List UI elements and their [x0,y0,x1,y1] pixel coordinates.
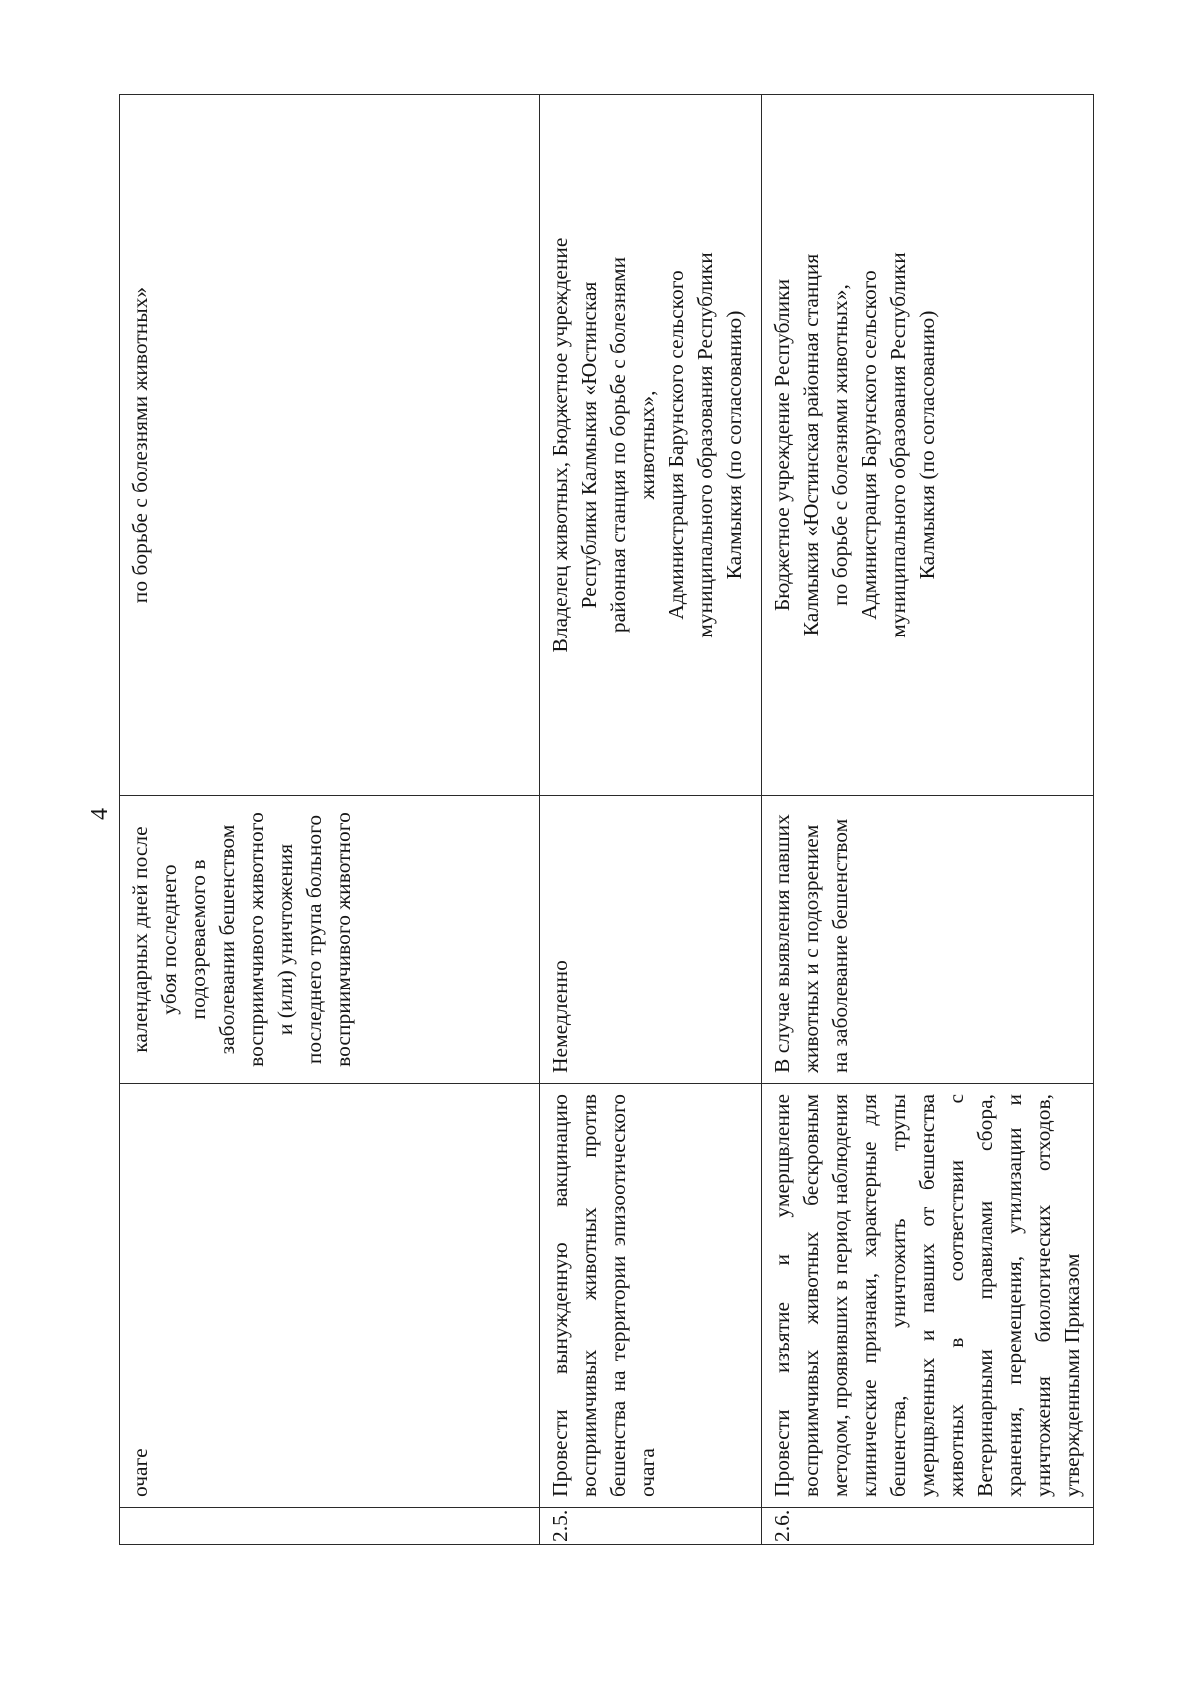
responsible-line: Администрация Барунского сельского [857,270,881,620]
table-row [762,95,1094,1545]
rotated-table-container [119,95,1084,1545]
responsible-line: Республики Калмыкия «Юстинская [577,281,601,609]
responsible-cell [120,95,540,796]
responsible-cell [762,95,1094,796]
responsible-line: животных», [635,390,659,500]
responsible-line: Бюджетное учреждение Республики [770,278,794,612]
responsible-line: муниципального образования Республики [886,252,910,638]
row-number-cell [120,1508,540,1545]
responsible-line: по борьбе с болезнями животных», [828,284,852,606]
responsible-line: Калмыкия (по согласованию) [722,310,746,580]
measures-table [119,94,1094,1545]
responsible-line: Калмыкия (по согласованию) [915,310,939,580]
responsible-line: Владелец животных, Бюджетное учреждение [548,237,572,653]
row-number-cell: 2.6. [762,1508,1094,1545]
term-cell: календарных дней после убоя последнего подозреваемого в заболевании бешенством восприимчивого животного и (или) уничтожения последнего трупа больного восприимчивого животного [120,796,540,1084]
responsible-line: Администрация Барунского сельского [664,270,688,620]
row-number-cell: 2.5. [540,1508,762,1545]
responsible-line: по борьбе с болезнями животных» [128,286,152,604]
responsible-line: Калмыкия «Юстинская районная станция [799,253,823,637]
action-cell: очаге [120,1084,540,1508]
table-row [540,95,762,1545]
responsible-line: районная станция по борьбе с болезнями [606,256,630,634]
page-number: 4 [87,808,113,820]
term-cell: В случае выявления павших животных и с подозрением на заболевание бешенством [762,796,1094,1084]
table-row [120,95,540,1545]
term-cell: Немедленно [540,796,762,1084]
action-cell: Провести изъятие и умерщвление восприимчивых животных бескровным методом, проявивших в период наблюдения клинические признаки, характерные для бешенства, уничтожить трупы умерщвленных и павших от бешенства животных в соответствии с Ветеринарными правилами сбора, хранения, перемещения, утилизации и уничтожения биологических отходов, утвержденными Приказом [762,1084,1094,1508]
responsible-cell [540,95,762,796]
action-cell: Провести вынужденную вакцинацию восприимчивых животных против бешенства на территории эпизоотического очага [540,1084,762,1508]
responsible-line: муниципального образования Республики [693,252,717,638]
